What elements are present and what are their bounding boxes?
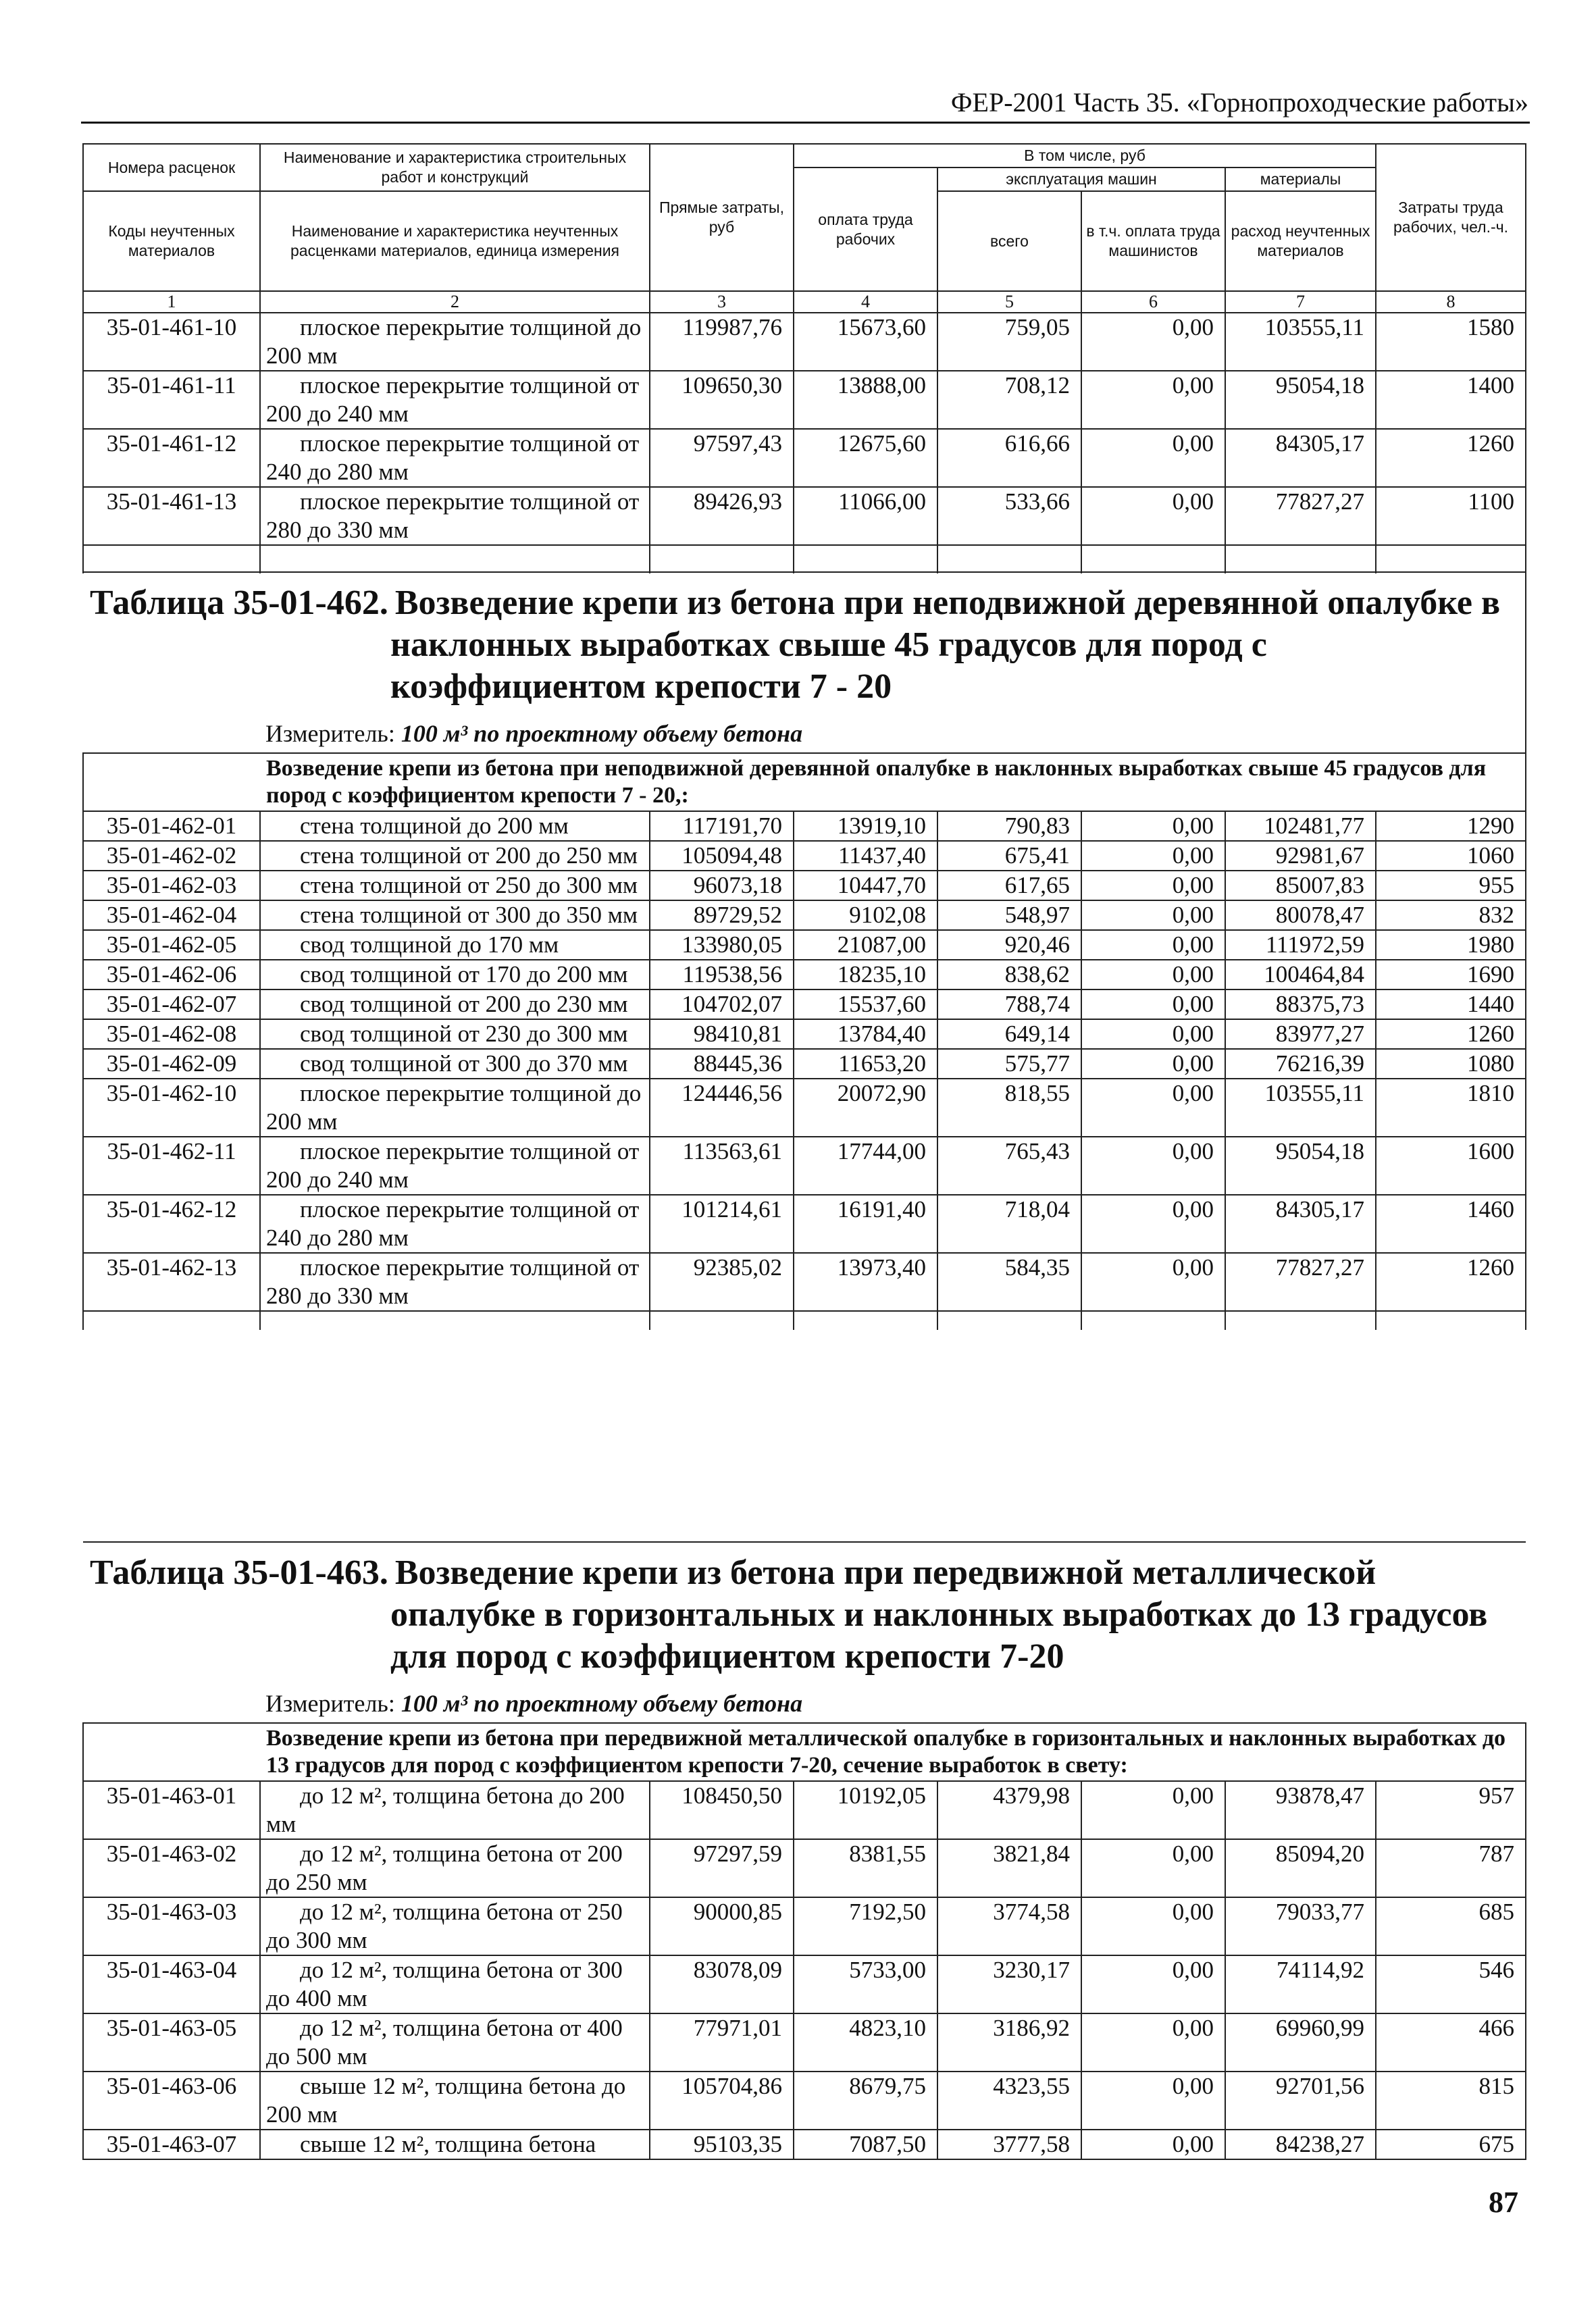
labor-pay-value: 5733,00 [794,1955,937,2013]
rate-code: 35-01-462-11 [83,1137,260,1195]
rates-table-463 [82,1541,1526,2160]
header-machines-operators: в т.ч. оплата труда машинистов [1081,191,1225,291]
machines-total-value: 617,65 [937,871,1081,900]
table-463-meter [83,1689,1526,1718]
rate-code: 35-01-463-04 [83,1955,260,2013]
labor-pay-value: 13784,40 [794,1019,937,1049]
direct-costs-value: 98410,81 [650,1019,794,1049]
page-header: ФЕР-2001 Часть 35. «Горнопроходческие работы» [950,87,1528,118]
rate-code: 35-01-461-13 [83,487,260,545]
labor-pay-value: 8679,75 [794,2072,937,2130]
table-row [83,811,1526,841]
rate-code: 35-01-462-01 [83,811,260,841]
machines-total-value: 4379,98 [937,1781,1081,1839]
work-description: свод толщиной до 170 мм [260,930,650,960]
machines-total-value: 3821,84 [937,1839,1081,1897]
operators-pay-value: 0,00 [1081,1049,1225,1079]
machines-total-value: 533,66 [937,487,1081,545]
labor-pay-value: 16191,40 [794,1195,937,1253]
materials-value: 100464,84 [1225,960,1376,989]
materials-value: 77827,27 [1225,487,1376,545]
direct-costs-value: 77971,01 [650,2013,794,2072]
rates-table-462 [82,571,1526,1330]
labor-pay-value: 13888,00 [794,371,937,429]
work-description: стена толщиной от 300 до 350 мм [260,900,650,930]
materials-value: 84305,17 [1225,1195,1376,1253]
header-machines-total: всего [937,191,1081,291]
rate-code: 35-01-462-10 [83,1079,260,1137]
labor-hours-value: 1600 [1376,1137,1526,1195]
materials-value: 92981,67 [1225,841,1376,871]
direct-costs-value: 108450,50 [650,1781,794,1839]
table-row [83,487,1526,545]
work-description: плоское перекрытие толщиной от 200 до 240 мм [260,371,650,429]
operators-pay-value: 0,00 [1081,487,1225,545]
column-index: 6 [1081,291,1225,313]
table-row [83,1137,1526,1195]
table-row [83,930,1526,960]
materials-value: 111972,59 [1225,930,1376,960]
materials-value: 95054,18 [1225,1137,1376,1195]
direct-costs-value: 104702,07 [650,989,794,1019]
materials-value: 76216,39 [1225,1049,1376,1079]
rate-code: 35-01-463-02 [83,1839,260,1897]
labor-hours-value: 466 [1376,2013,1526,2072]
labor-pay-value: 4823,10 [794,2013,937,2072]
direct-costs-value: 133980,05 [650,930,794,960]
table-row [83,2013,1526,2072]
rate-code: 35-01-461-10 [83,313,260,371]
rate-code: 35-01-463-05 [83,2013,260,2072]
labor-hours-value: 815 [1376,2072,1526,2130]
table-462-label: Таблица 35-01-462. [90,584,388,622]
table-463-caption [83,1552,1526,1678]
labor-pay-value: 10447,70 [794,871,937,900]
labor-pay-value: 11653,20 [794,1049,937,1079]
direct-costs-value: 97597,43 [650,429,794,487]
operators-pay-value: 0,00 [1081,1955,1225,2013]
labor-hours-value: 1440 [1376,989,1526,1019]
operators-pay-value: 0,00 [1081,989,1225,1019]
rate-code: 35-01-463-01 [83,1781,260,1839]
machines-total-value: 584,35 [937,1253,1081,1311]
machines-total-value: 675,41 [937,841,1081,871]
header-labor-hours: Затраты труда рабочих, чел.-ч. [1376,144,1526,291]
direct-costs-value: 83078,09 [650,1955,794,2013]
labor-hours-value: 1100 [1376,487,1526,545]
materials-value: 95054,18 [1225,371,1376,429]
table-row [83,1955,1526,2013]
operators-pay-value: 0,00 [1081,1019,1225,1049]
column-index: 2 [260,291,650,313]
column-index: 5 [937,291,1081,313]
table-462-meter [83,719,1525,748]
table-row [83,1781,1526,1839]
rate-code: 35-01-462-03 [83,871,260,900]
work-description: свод толщиной от 200 до 230 мм [260,989,650,1019]
materials-value: 80078,47 [1225,900,1376,930]
direct-costs-value: 89426,93 [650,487,794,545]
machines-total-value: 616,66 [937,429,1081,487]
labor-pay-value: 7087,50 [794,2130,937,2159]
rate-code: 35-01-462-12 [83,1195,260,1253]
operators-pay-value: 0,00 [1081,371,1225,429]
table-463-meter-label: Измеритель: [265,1690,395,1717]
materials-value: 84305,17 [1225,429,1376,487]
work-description: до 12 м², толщина бетона от 250 до 300 мм [260,1897,650,1955]
operators-pay-value: 0,00 [1081,1079,1225,1137]
work-description: до 12 м², толщина бетона до 200 мм [260,1781,650,1839]
labor-hours-value: 1400 [1376,371,1526,429]
table-row [83,1079,1526,1137]
labor-hours-value: 1580 [1376,313,1526,371]
column-index: 1 [83,291,260,313]
machines-total-value: 3186,92 [937,2013,1081,2072]
table-463-meter-unit: 100 м³ по проектному объему бетона [401,1690,803,1717]
work-description: плоское перекрытие толщиной от 280 до 330 мм [260,487,650,545]
labor-pay-value: 12675,60 [794,429,937,487]
direct-costs-value: 119987,76 [650,313,794,371]
labor-hours-value: 675 [1376,2130,1526,2159]
operators-pay-value: 0,00 [1081,2130,1225,2159]
operators-pay-value: 0,00 [1081,930,1225,960]
machines-total-value: 920,46 [937,930,1081,960]
labor-pay-value: 7192,50 [794,1897,937,1955]
table-463-section: Возведение крепи из бетона при передвижной металлической опалубке в горизонтальных и наклонных выработках до 13 градусов для пород с коэффициентом крепости 7-20, сечение выработок в свету: [83,1723,1526,1781]
table-462-meter-unit: 100 м³ по проектному объему бетона [401,720,803,747]
materials-value: 83977,27 [1225,1019,1376,1049]
table-462-title: Возведение крепи из бетона при неподвижной деревянной опалубке в наклонных выработках свыше 45 градусов для пород с коэффициентом крепости 7 - 20 [390,584,1501,706]
direct-costs-value: 96073,18 [650,871,794,900]
direct-costs-value: 113563,61 [650,1137,794,1195]
labor-hours-value: 957 [1376,1781,1526,1839]
table-row [83,1839,1526,1897]
work-description: стена толщиной от 250 до 300 мм [260,871,650,900]
direct-costs-value: 95103,35 [650,2130,794,2159]
page-number: 87 [1489,2186,1518,2219]
direct-costs-value: 88445,36 [650,1049,794,1079]
labor-pay-value: 11437,40 [794,841,937,871]
direct-costs-value: 124446,56 [650,1079,794,1137]
materials-value: 103555,11 [1225,1079,1376,1137]
rate-code: 35-01-462-06 [83,960,260,989]
machines-total-value: 3774,58 [937,1897,1081,1955]
machines-total-value: 718,04 [937,1195,1081,1253]
header-labor-pay: оплата труда рабочих [794,168,937,291]
labor-hours-value: 1080 [1376,1049,1526,1079]
operators-pay-value: 0,00 [1081,1253,1225,1311]
table-row [83,1049,1526,1079]
direct-costs-value: 105704,86 [650,2072,794,2130]
work-description: до 12 м², толщина бетона от 400 до 500 мм [260,2013,650,2072]
labor-pay-value: 18235,10 [794,960,937,989]
direct-costs-value: 101214,61 [650,1195,794,1253]
table-row [83,371,1526,429]
rate-code: 35-01-462-09 [83,1049,260,1079]
work-description: стена толщиной от 200 до 250 мм [260,841,650,871]
operators-pay-value: 0,00 [1081,1839,1225,1897]
operators-pay-value: 0,00 [1081,871,1225,900]
labor-hours-value: 1810 [1376,1079,1526,1137]
table-row [83,989,1526,1019]
header-rule [81,122,1530,124]
work-description: плоское перекрытие толщиной от 200 до 240 мм [260,1137,650,1195]
rate-code: 35-01-462-07 [83,989,260,1019]
materials-value: 92701,56 [1225,2072,1376,2130]
rates-table-461 [82,143,1526,573]
table-row [83,1019,1526,1049]
machines-total-value: 790,83 [937,811,1081,841]
labor-hours-value: 546 [1376,1955,1526,2013]
table-462-meter-label: Измеритель: [265,720,395,747]
table-463-title: Возведение крепи из бетона при передвижной металлической опалубке в горизонтальных и наклонных выработках до 13 градусов для пород с коэффициентом крепости 7-20 [390,1553,1488,1676]
labor-hours-value: 685 [1376,1897,1526,1955]
materials-value: 84238,27 [1225,2130,1376,2159]
machines-total-value: 4323,55 [937,2072,1081,2130]
table-463-caption-cell [83,1542,1526,1723]
machines-total-value: 788,74 [937,989,1081,1019]
operators-pay-value: 0,00 [1081,1137,1225,1195]
materials-value: 103555,11 [1225,313,1376,371]
labor-pay-value: 10192,05 [794,1781,937,1839]
rate-code: 35-01-463-06 [83,2072,260,2130]
table-462-caption-cell [83,572,1526,753]
rate-code: 35-01-462-05 [83,930,260,960]
operators-pay-value: 0,00 [1081,811,1225,841]
operators-pay-value: 0,00 [1081,900,1225,930]
labor-pay-value: 20072,90 [794,1079,937,1137]
column-index-row [83,291,1526,313]
column-index: 7 [1225,291,1376,313]
column-index: 8 [1376,291,1526,313]
labor-pay-value: 9102,08 [794,900,937,930]
labor-hours-value: 1290 [1376,811,1526,841]
operators-pay-value: 0,00 [1081,1897,1225,1955]
operators-pay-value: 0,00 [1081,313,1225,371]
labor-hours-value: 832 [1376,900,1526,930]
work-description: до 12 м², толщина бетона от 200 до 250 мм [260,1839,650,1897]
labor-hours-value: 1260 [1376,429,1526,487]
direct-costs-value: 117191,70 [650,811,794,841]
work-description: до 12 м², толщина бетона от 300 до 400 мм [260,1955,650,2013]
table-row [83,429,1526,487]
work-description: стена толщиной до 200 мм [260,811,650,841]
work-description: свыше 12 м², толщина бетона [260,2130,650,2159]
labor-pay-value: 17744,00 [794,1137,937,1195]
machines-total-value: 575,77 [937,1049,1081,1079]
rate-code: 35-01-461-11 [83,371,260,429]
header-materials: материалы [1225,168,1376,191]
labor-hours-value: 1980 [1376,930,1526,960]
direct-costs-value: 90000,85 [650,1897,794,1955]
header-including: В том числе, руб [794,144,1376,168]
labor-pay-value: 11066,00 [794,487,937,545]
direct-costs-value: 109650,30 [650,371,794,429]
table-row [83,313,1526,371]
materials-value: 85094,20 [1225,1839,1376,1897]
work-description: свыше 12 м², толщина бетона до 200 мм [260,2072,650,2130]
work-description: свод толщиной от 230 до 300 мм [260,1019,650,1049]
labor-hours-value: 1690 [1376,960,1526,989]
machines-total-value: 765,43 [937,1137,1081,1195]
labor-pay-value: 21087,00 [794,930,937,960]
labor-hours-value: 955 [1376,871,1526,900]
header-machines: эксплуатация машин [937,168,1225,191]
materials-value: 85007,83 [1225,871,1376,900]
header-codes-top: Номера расценок [83,144,260,191]
materials-value: 74114,92 [1225,1955,1376,2013]
materials-value: 69960,99 [1225,2013,1376,2072]
rate-code: 35-01-462-02 [83,841,260,871]
work-description: плоское перекрытие толщиной от 240 до 280 мм [260,1195,650,1253]
header-direct-costs: Прямые затраты, руб [650,144,794,291]
table-row [83,1253,1526,1311]
table-row [83,2130,1526,2159]
operators-pay-value: 0,00 [1081,2072,1225,2130]
direct-costs-value: 105094,48 [650,841,794,871]
operators-pay-value: 0,00 [1081,1781,1225,1839]
machines-total-value: 838,62 [937,960,1081,989]
table-462-caption [83,582,1525,708]
work-description: плоское перекрытие толщиной до 200 мм [260,1079,650,1137]
table-row [83,2072,1526,2130]
direct-costs-value: 89729,52 [650,900,794,930]
labor-hours-value: 787 [1376,1839,1526,1897]
rate-code: 35-01-462-08 [83,1019,260,1049]
labor-hours-value: 1060 [1376,841,1526,871]
operators-pay-value: 0,00 [1081,960,1225,989]
labor-hours-value: 1260 [1376,1253,1526,1311]
direct-costs-value: 119538,56 [650,960,794,989]
labor-pay-value: 15537,60 [794,989,937,1019]
machines-total-value: 548,97 [937,900,1081,930]
table-row [83,871,1526,900]
rate-code: 35-01-463-03 [83,1897,260,1955]
machines-total-value: 3230,17 [937,1955,1081,2013]
labor-pay-value: 13919,10 [794,811,937,841]
materials-value: 79033,77 [1225,1897,1376,1955]
table-row [83,1897,1526,1955]
operators-pay-value: 0,00 [1081,2013,1225,2072]
work-description: плоское перекрытие толщиной от 280 до 330 мм [260,1253,650,1311]
work-description: свод толщиной от 170 до 200 мм [260,960,650,989]
rate-code: 35-01-463-07 [83,2130,260,2159]
rate-code: 35-01-461-12 [83,429,260,487]
table-row [83,960,1526,989]
table-row [83,1195,1526,1253]
labor-hours-value: 1460 [1376,1195,1526,1253]
materials-value: 77827,27 [1225,1253,1376,1311]
materials-value: 102481,77 [1225,811,1376,841]
machines-total-value: 818,55 [937,1079,1081,1137]
machines-total-value: 649,14 [937,1019,1081,1049]
materials-value: 88375,73 [1225,989,1376,1019]
labor-pay-value: 13973,40 [794,1253,937,1311]
operators-pay-value: 0,00 [1081,841,1225,871]
work-description: свод толщиной от 300 до 370 мм [260,1049,650,1079]
labor-pay-value: 8381,55 [794,1839,937,1897]
column-index: 3 [650,291,794,313]
materials-value: 93878,47 [1225,1781,1376,1839]
column-index: 4 [794,291,937,313]
header-codes-bottom: Коды неучтенных материалов [83,191,260,291]
machines-total-value: 708,12 [937,371,1081,429]
operators-pay-value: 0,00 [1081,429,1225,487]
work-description: плоское перекрытие толщиной от 240 до 280 мм [260,429,650,487]
operators-pay-value: 0,00 [1081,1195,1225,1253]
table-row [83,841,1526,871]
table-462-section: Возведение крепи из бетона при неподвижной деревянной опалубке в наклонных выработках свыше 45 градусов для пород с коэффициентом крепости 7 - 20,: [83,753,1526,811]
table-row [83,900,1526,930]
table-463-label: Таблица 35-01-463. [90,1553,388,1592]
rate-code: 35-01-462-13 [83,1253,260,1311]
header-name-top: Наименование и характеристика строительных работ и конструкций [260,144,650,191]
labor-pay-value: 15673,60 [794,313,937,371]
machines-total-value: 3777,58 [937,2130,1081,2159]
header-name-bottom: Наименование и характеристика неучтенных расценками материалов, единица измерения [260,191,650,291]
direct-costs-value: 97297,59 [650,1839,794,1897]
header-materials-use: расход неучтенных материалов [1225,191,1376,291]
direct-costs-value: 92385,02 [650,1253,794,1311]
labor-hours-value: 1260 [1376,1019,1526,1049]
rate-code: 35-01-462-04 [83,900,260,930]
work-description: плоское перекрытие толщиной до 200 мм [260,313,650,371]
machines-total-value: 759,05 [937,313,1081,371]
